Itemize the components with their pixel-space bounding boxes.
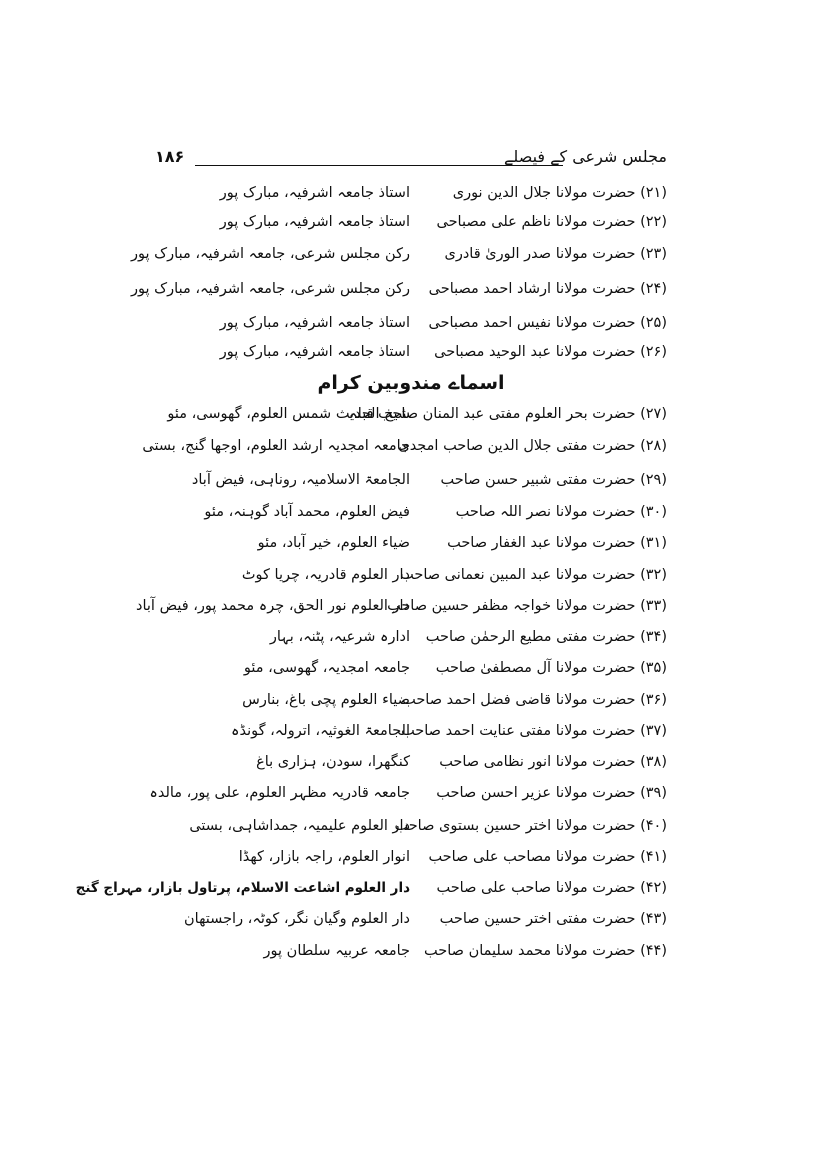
list-item (165, 400, 667, 428)
delegate-affiliation: دار العلوم علیمیہ، جمداشاہی، بستی (189, 818, 410, 834)
member-affiliation: استاذ جامعہ اشرفیہ، مبارک پور (219, 214, 410, 230)
section-heading: اسماے مندوبین کرام (317, 372, 505, 394)
delegate-affiliation: دار العلوم قادریہ، چریا کوٹ (241, 567, 410, 583)
list-item (165, 561, 667, 589)
delegate-name: (۳۷) حضرت مولانا مفتی عنایت احمد صاحب (401, 723, 667, 739)
delegate-name: (۳۱) حضرت مولانا عبد الغفار صاحب (447, 535, 667, 551)
member-affiliation: رکن مجلس شرعی، جامعہ اشرفیہ، مبارک پور (131, 246, 410, 262)
running-header (155, 146, 667, 170)
delegate-name: (۳۶) حضرت مولانا قاضی فضل احمد صاحب (402, 692, 667, 708)
list-item (165, 498, 667, 526)
delegate-affiliation: فیض العلوم، محمد آباد گوہنہ، مئو (204, 504, 410, 520)
delegate-name: (۳۳) حضرت مولانا خواجہ مظفر حسین صاحب (387, 598, 667, 614)
list-item (136, 592, 667, 620)
delegate-affiliation: دار العلوم وگیان نگر، کوٹہ، راجستھان (184, 911, 410, 927)
list-item (131, 275, 667, 303)
member-name: (۲۶) حضرت مولانا عبد الوحید مصباحی (434, 344, 667, 360)
delegate-affiliation: جامعہ امجدیہ، گھوسی، مئو (243, 660, 410, 676)
delegate-name: (۳۰) حضرت مولانا نصر اللہ صاحب (455, 504, 667, 520)
member-affiliation: رکن مجلس شرعی، جامعہ اشرفیہ، مبارک پور (131, 281, 410, 297)
list-item (165, 937, 667, 965)
list-item (165, 812, 667, 840)
header-rule (195, 165, 563, 166)
list-item (149, 779, 667, 807)
running-title: مجلس شرعی کے فیصلے (504, 147, 667, 166)
list-item (142, 432, 667, 460)
member-name: (۲۲) حضرت مولانا ناظم علی مصباحی (436, 214, 667, 230)
list-item (165, 717, 667, 745)
delegate-name: (۲۷) حضرت بحر العلوم مفتی عبد المنان صاحب قبلہ (348, 406, 667, 422)
delegate-affiliation: شیخ الحدیث شمس العلوم، گھوسی، مئو (167, 406, 410, 422)
delegate-affiliation: جامعہ امجدیہ ارشد العلوم، اوجھا گنج، بستی (142, 438, 410, 454)
list-item (165, 843, 667, 871)
delegate-name: (۴۰) حضرت مولانا اختر حسین بستوی صاحب (394, 818, 667, 834)
member-affiliation: استاذ جامعہ اشرفیہ، مبارک پور (219, 344, 410, 360)
delegate-affiliation: الجامعۃ الاسلامیہ، روناہی، فیض آباد (191, 472, 410, 488)
list-item (165, 466, 667, 494)
list-item (165, 654, 667, 682)
page-number: ۱۸۶ (155, 147, 185, 166)
delegate-affiliation: دار العلوم نور الحق، چرہ محمد پور، فیض آباد (136, 598, 410, 614)
delegate-name: (۴۱) حضرت مولانا مصاحب علی صاحب (428, 849, 667, 865)
delegate-affiliation: الجامعۃ الغوثیہ، اترولہ، گونڈہ (230, 723, 410, 739)
delegate-affiliation: انوار العلوم، راجہ بازار، کھڈا (238, 849, 410, 865)
delegate-affiliation: کنگھرا، سودن، ہزاری باغ (256, 754, 410, 770)
list-item (75, 874, 667, 902)
delegate-name: (۴۴) حضرت مولانا محمد سلیمان صاحب (424, 943, 667, 959)
list-item (165, 179, 667, 207)
list-item (165, 338, 667, 366)
list-item (165, 686, 667, 714)
member-affiliation: استاذ جامعہ اشرفیہ، مبارک پور (219, 315, 410, 331)
list-item (165, 748, 667, 776)
delegate-affiliation: ادارہ شرعیہ، پٹنہ، بہار (269, 629, 410, 645)
delegate-affiliation: دار العلوم اشاعت الاسلام، پرتاول بازار، مہراج گنج (75, 880, 410, 896)
member-name: (۲۱) حضرت مولانا جلال الدین نوری (452, 185, 667, 201)
delegate-affiliation: جامعہ عربیہ سلطان پور (263, 943, 410, 959)
member-name: (۲۴) حضرت مولانا ارشاد احمد مصباحی (428, 281, 667, 297)
delegate-name: (۳۸) حضرت مولانا انور نظامی صاحب (439, 754, 667, 770)
delegate-name: (۳۵) حضرت مولانا آل مصطفیٰ صاحب (435, 660, 667, 676)
member-name: (۲۵) حضرت مولانا نفیس احمد مصباحی (428, 315, 667, 331)
member-name: (۲۳) حضرت مولانا صدر الوریٰ قادری (444, 246, 667, 262)
delegate-affiliation: ضیاء العلوم پچی باغ، بنارس (242, 692, 410, 708)
delegate-name: (۲۹) حضرت مفتی شبیر حسن صاحب (440, 472, 667, 488)
list-item (165, 623, 667, 651)
delegate-affiliation: جامعہ قادریہ مظہر العلوم، علی پور، مالدہ (149, 785, 410, 801)
delegate-name: (۳۴) حضرت مفتی مطیع الرحمٰن صاحب (425, 629, 667, 645)
delegate-name: (۲۸) حضرت مفتی جلال الدین صاحب امجدی (398, 438, 667, 454)
list-item (165, 529, 667, 557)
list-item (165, 309, 667, 337)
delegate-name: (۴۳) حضرت مفتی اختر حسین صاحب (439, 911, 667, 927)
list-item (165, 208, 667, 236)
delegate-name: (۳۹) حضرت مولانا عزیر احسن صاحب (436, 785, 667, 801)
list-item (131, 240, 667, 268)
delegate-name: (۴۲) حضرت مولانا صاحب علی صاحب (436, 880, 667, 896)
member-affiliation: استاذ جامعہ اشرفیہ، مبارک پور (219, 185, 410, 201)
list-item (165, 905, 667, 933)
delegate-affiliation: ضیاء العلوم، خیر آباد، مئو (257, 535, 410, 551)
delegate-name: (۳۲) حضرت مولانا عبد المبین نعمانی صاحب (400, 567, 667, 583)
